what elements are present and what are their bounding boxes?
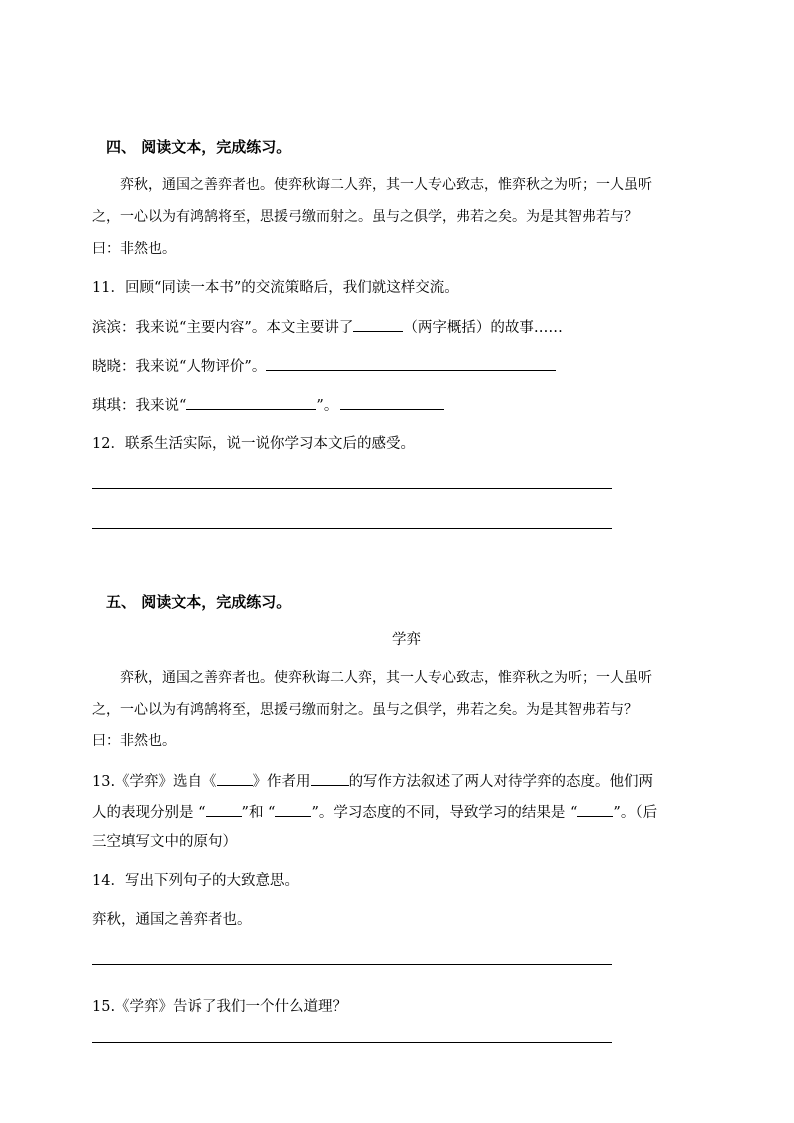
q14-stem: 14．写出下列句子的大致意思。 [92,873,299,889]
section-5-passage-line-3: 曰：非然也。 [92,733,176,749]
q13-line-3: 三空填写文中的原句） [92,834,237,850]
q11-binbin-line [92,316,563,338]
section-4-passage-line-3: 曰：非然也。 [92,241,176,257]
section-5-passage-line-2: 之，一心以为有鸿鹄将至，思援弓缴而射之。虽与之俱学，弗若之矣。为是其智弗若与？ [92,702,638,718]
q13-blank-result[interactable] [577,801,613,817]
q11-stem: 11．回顾“同读一本书”的交流策略后，我们就这样交流。 [92,280,459,296]
section-5-passage-line-1: 弈秋，通国之善弈者也。使弈秋诲二人弈，其一人专心致志，惟弈秋之为听；一人虽听 [120,670,652,686]
q11-qiqi-line [92,394,444,416]
q15-answer-line[interactable] [92,1042,612,1043]
q11-binbin-text-b: （两字概括）的故事…… [403,320,563,336]
section-5-passage-title: 学弈 [392,632,421,648]
q13-line-1 [92,770,653,792]
section-4-heading: 四、 阅读文本，完成练习。 [106,138,292,156]
q13-blank-method[interactable] [311,770,349,786]
q13-text-3: 的写作方法叙述了两人对待学弈的态度。他们两 [348,774,654,790]
q13-text-4: 人的表现分别是 “ [92,805,206,821]
q11-xiaoxiao-text: 晓晓：我来说“人物评价”。 [92,359,267,375]
q11-xiaoxiao-line [92,355,556,377]
q13-text-2: 》作者用 [252,774,311,790]
q13-text-5: ”和 “ [241,805,276,821]
q13-text-1: 13.《学弈》选自《 [92,774,217,790]
q11-blank-character-evaluation[interactable] [266,355,556,371]
q13-blank-person-1[interactable] [206,801,242,817]
section-4-passage-line-2: 之，一心以为有鸿鹄将至，思援弓缴而射之。虽与之俱学，弗若之矣。为是其智弗若与？ [92,209,638,225]
q13-text-7: ”。（后 [613,805,658,821]
q11-binbin-text-a: 滨滨：我来说“主要内容”。本文主要讲了 [92,320,354,336]
q13-blank-source[interactable] [217,770,253,786]
q14-answer-line[interactable] [92,964,612,965]
q12-stem: 12．联系生活实际，说一说你学习本文后的感受。 [92,436,415,452]
q15-stem: 15.《学弈》告诉了我们一个什么道理？ [92,999,348,1015]
q11-qiqi-text-b: ”。 [316,398,339,414]
q13-text-6: ”。学习态度的不同，导致学习的结果是 “ [311,805,578,821]
q11-blank-qiqi-answer[interactable] [340,394,444,410]
section-5-heading: 五、 阅读文本，完成练习。 [106,593,292,611]
q11-blank-main-content[interactable] [353,316,403,332]
q12-answer-line-2[interactable] [92,528,612,529]
section-4-passage-line-1: 弈秋，通国之善弈者也。使弈秋诲二人弈，其一人专心致志，惟弈秋之为听；一人虽听 [120,177,652,193]
q11-blank-qiqi-topic[interactable] [186,394,316,410]
q12-answer-line-1[interactable] [92,488,612,489]
q14-sentence: 弈秋，通国之善弈者也。 [92,912,252,928]
q11-qiqi-text-a: 琪琪：我来说“ [92,398,187,414]
q13-line-2 [92,801,657,823]
q13-blank-person-2[interactable] [275,801,311,817]
